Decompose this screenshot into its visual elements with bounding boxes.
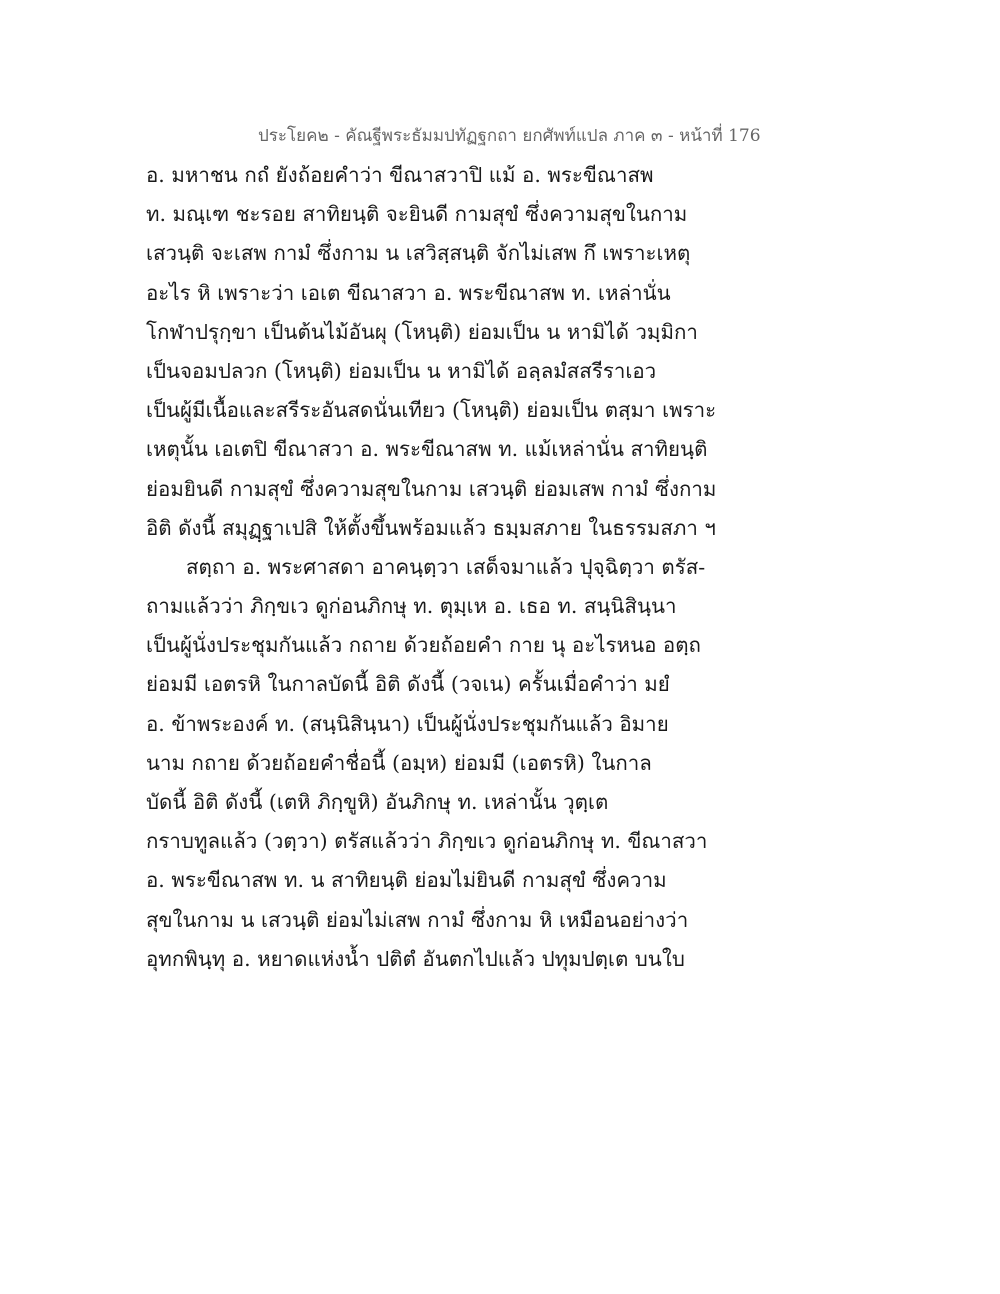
text-line: นาม กถาย ด้วยถ้อยคำชื่อนี้ (อมฺห) ย่อมมี (เอตรหิ) ในกาล <box>146 750 652 775</box>
paragraph-start-line: สตฺถา อ. พระศาสดา อาคนฺตฺวา เสด็จมาแล้ว ปุจฺฉิตฺวา ตรัส- <box>186 554 706 579</box>
text-line: อ. มหาชน กถํ ยังถ้อยคำว่า ขีณาสวาปิ แม้ อ. พระขีณาสพ <box>146 163 654 187</box>
text-line: ย่อมมี เอตรหิ ในกาลบัดนี้ อิติ ดังนี้ (วจเน) ครั้นเมื่อคำว่า มยํ <box>146 672 670 697</box>
text-line: อุทกพินฺทุ อ. หยาดแห่งน้ำ ปติตํ อันตกไปแล้ว ปทุมปตฺเต บนใบ <box>146 946 685 971</box>
text-line: เป็นจอมปลวก (โหนฺติ) ย่อมเป็น น หามิได้ อลฺลมํสสรีราเอว <box>146 358 657 383</box>
text-line: อิติ ดังนี้ สมุฏฺฐาเปสิ ให้ตั้งขึ้นพร้อมแล้ว ธมฺมสภาย ในธรรมสภา ฯ <box>146 515 716 540</box>
text-line: สุขในกาม น เสวนฺติ ย่อมไม่เสพ กามํ ซึ่งกาม หิ เหมือนอย่างว่า <box>146 907 689 932</box>
text-line: ท. มณฺเฑ ชะรอย สาทิยนฺติ จะยินดี กามสุขํ ซึ่งความสุขในกาม <box>146 202 688 227</box>
text-line: เสวนฺติ จะเสพ กามํ ซึ่งกาม น เสวิสฺสนฺติ จักไม่เสพ กึ เพราะเหตุ <box>146 241 691 266</box>
text-line: เป็นผู้มีเนื้อและสรีระอันสดนั่นเทียว (โหนฺติ) ย่อมเป็น ตสฺมา เพราะ <box>146 398 717 423</box>
text-line: อ. ข้าพระองค์ ท. (สนฺนิสินฺนา) เป็นผู้นั่งประชุมกันแล้ว อิมาย <box>146 711 669 736</box>
text-line: เหตุนั้น เอเตปิ ขีณาสวา อ. พระขีณาสพ ท. แม้เหล่านั่น สาทิยนฺติ <box>146 437 708 462</box>
text-line: โกฬาปรุกฺขา เป็นต้นไม้อันผุ (โหนฺติ) ย่อมเป็น น หามิได้ วมฺมิกา <box>146 319 698 344</box>
text-line: กราบทูลแล้ว (วตฺวา) ตรัสแล้วว่า ภิกฺขเว ดูก่อนภิกษุ ท. ขีณาสวา <box>146 829 708 854</box>
running-header: ประโยค๒ - คัณฐีพระธัมมปทัฏฐกถา ยกศัพท์แปล ภาค ๓ - หน้าที่ 176 <box>258 126 761 146</box>
text-line: อะไร หิ เพราะว่า เอเต ขีณาสวา อ. พระขีณาสพ ท. เหล่านั่น <box>146 280 671 305</box>
text-line: อ. พระขีณาสพ ท. น สาทิยนฺติ ย่อมไม่ยินดี กามสุขํ ซึ่งความ <box>146 868 667 893</box>
text-line: เป็นผู้นั่งประชุมกันแล้ว กถาย ด้วยถ้อยคำ กาย นุ อะไรหนอ อตฺถ <box>146 633 701 658</box>
text-line: บัดนี้ อิติ ดังนี้ (เตหิ ภิกฺขูหิ) อันภิกษุ ท. เหล่านั้น วุตฺเต <box>146 790 609 814</box>
text-line: ย่อมยินดี กามสุขํ ซึ่งความสุขในกาม เสวนฺติ ย่อมเสพ กามํ ซึ่งกาม <box>146 476 717 501</box>
text-line: ถามแล้วว่า ภิกฺขเว ดูก่อนภิกษุ ท. ตุมฺเห อ. เธอ ท. สนฺนิสินฺนา <box>146 594 677 619</box>
body-text <box>146 156 746 979</box>
